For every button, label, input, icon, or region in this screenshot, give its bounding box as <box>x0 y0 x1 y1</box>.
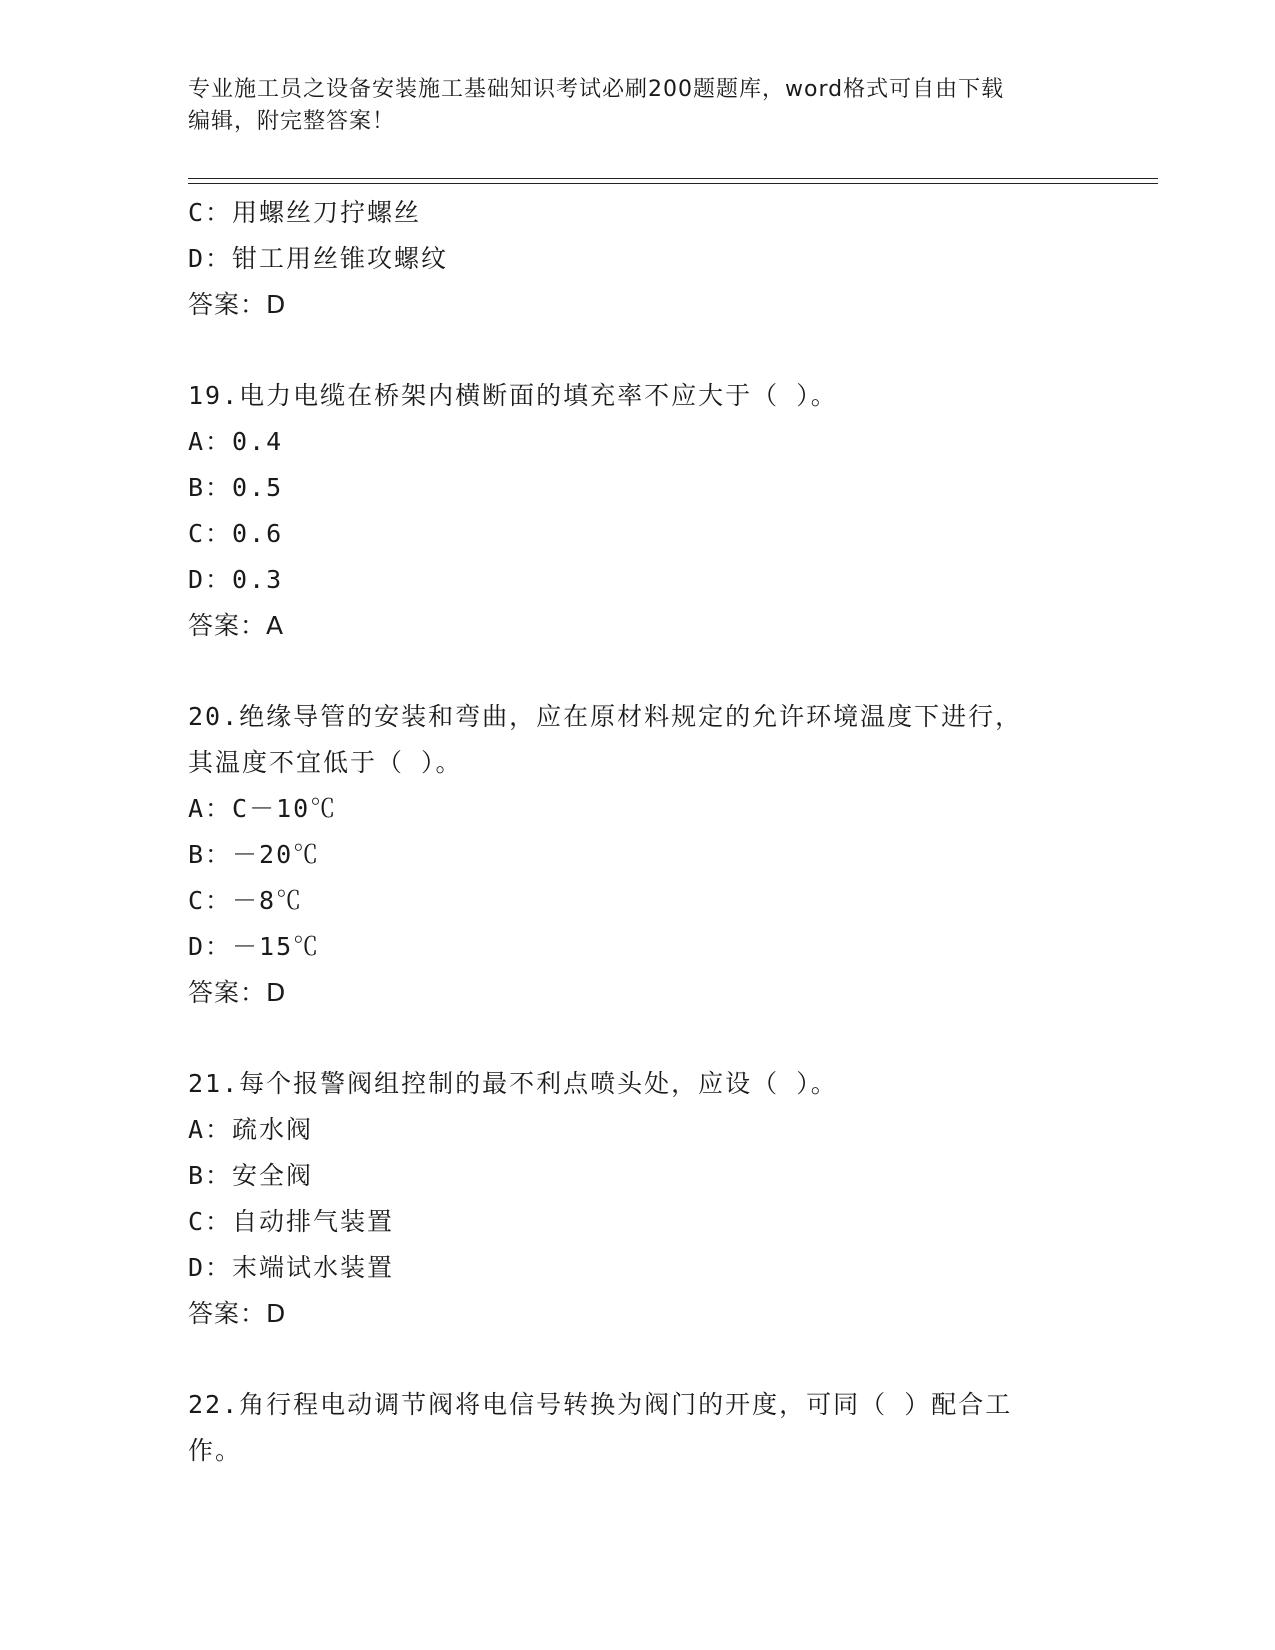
answer-label: 答案：D <box>188 978 287 1007</box>
question-text-line: 19.电力电缆在桥架内横断面的填充率不应大于（ ）。 <box>188 381 838 410</box>
spacer <box>188 1337 1088 1382</box>
option-b: B：－20℃ <box>188 840 321 869</box>
header-line-1: 专业施工员之设备安装施工基础知识考试必刷200题题库，word格式可自由下载 <box>188 77 1005 102</box>
option-b: B：安全阀 <box>188 1161 314 1190</box>
option-c: C：－8℃ <box>188 886 304 915</box>
question-block-20 <box>188 694 1088 1016</box>
question-text-line: 作。 <box>188 1436 243 1465</box>
question-block-21 <box>188 1061 1088 1337</box>
option-d: D：0.3 <box>188 565 284 594</box>
option-c: C：用螺丝刀拧螺丝 <box>188 198 422 227</box>
header-divider-top <box>188 178 1158 179</box>
header-divider-bottom <box>188 183 1158 184</box>
header-line-2: 编辑，附完整答案！ <box>188 109 396 134</box>
question-text-line: 20.绝缘导管的安装和弯曲，应在原材料规定的允许环境温度下进行， <box>188 702 1023 731</box>
spacer <box>188 328 1088 373</box>
option-c: C：0.6 <box>188 519 284 548</box>
document-header <box>188 74 1068 138</box>
option-d: D：钳工用丝锥攻螺纹 <box>188 244 449 273</box>
question-text <box>188 1382 1068 1474</box>
spacer <box>188 649 1088 694</box>
question-block-19 <box>188 373 1088 649</box>
question-list <box>188 190 1088 1474</box>
option-d: D：末端试水装置 <box>188 1253 395 1282</box>
answer-label: 答案：D <box>188 290 287 319</box>
question-block-18 <box>188 190 1088 328</box>
question-block-22 <box>188 1382 1088 1474</box>
question-text <box>188 373 1068 419</box>
option-a: A：C－10℃ <box>188 794 338 823</box>
answer-label: 答案：D <box>188 1299 287 1328</box>
question-text-line: 其温度不宜低于（ ）。 <box>188 748 463 777</box>
question-text-line: 21.每个报警阀组控制的最不利点喷头处，应设（ ）。 <box>188 1069 838 1098</box>
option-d: D：－15℃ <box>188 932 321 961</box>
option-b: B：0.5 <box>188 473 284 502</box>
question-text <box>188 694 1068 786</box>
option-a: A：疏水阀 <box>188 1115 314 1144</box>
spacer <box>188 1016 1088 1061</box>
option-a: A：0.4 <box>188 427 284 456</box>
question-text-line: 22.角行程电动调节阀将电信号转换为阀门的开度，可同（ ）配合工 <box>188 1390 1013 1419</box>
option-c: C：自动排气装置 <box>188 1207 395 1236</box>
question-text <box>188 1061 1068 1107</box>
answer-label: 答案：A <box>188 611 285 640</box>
